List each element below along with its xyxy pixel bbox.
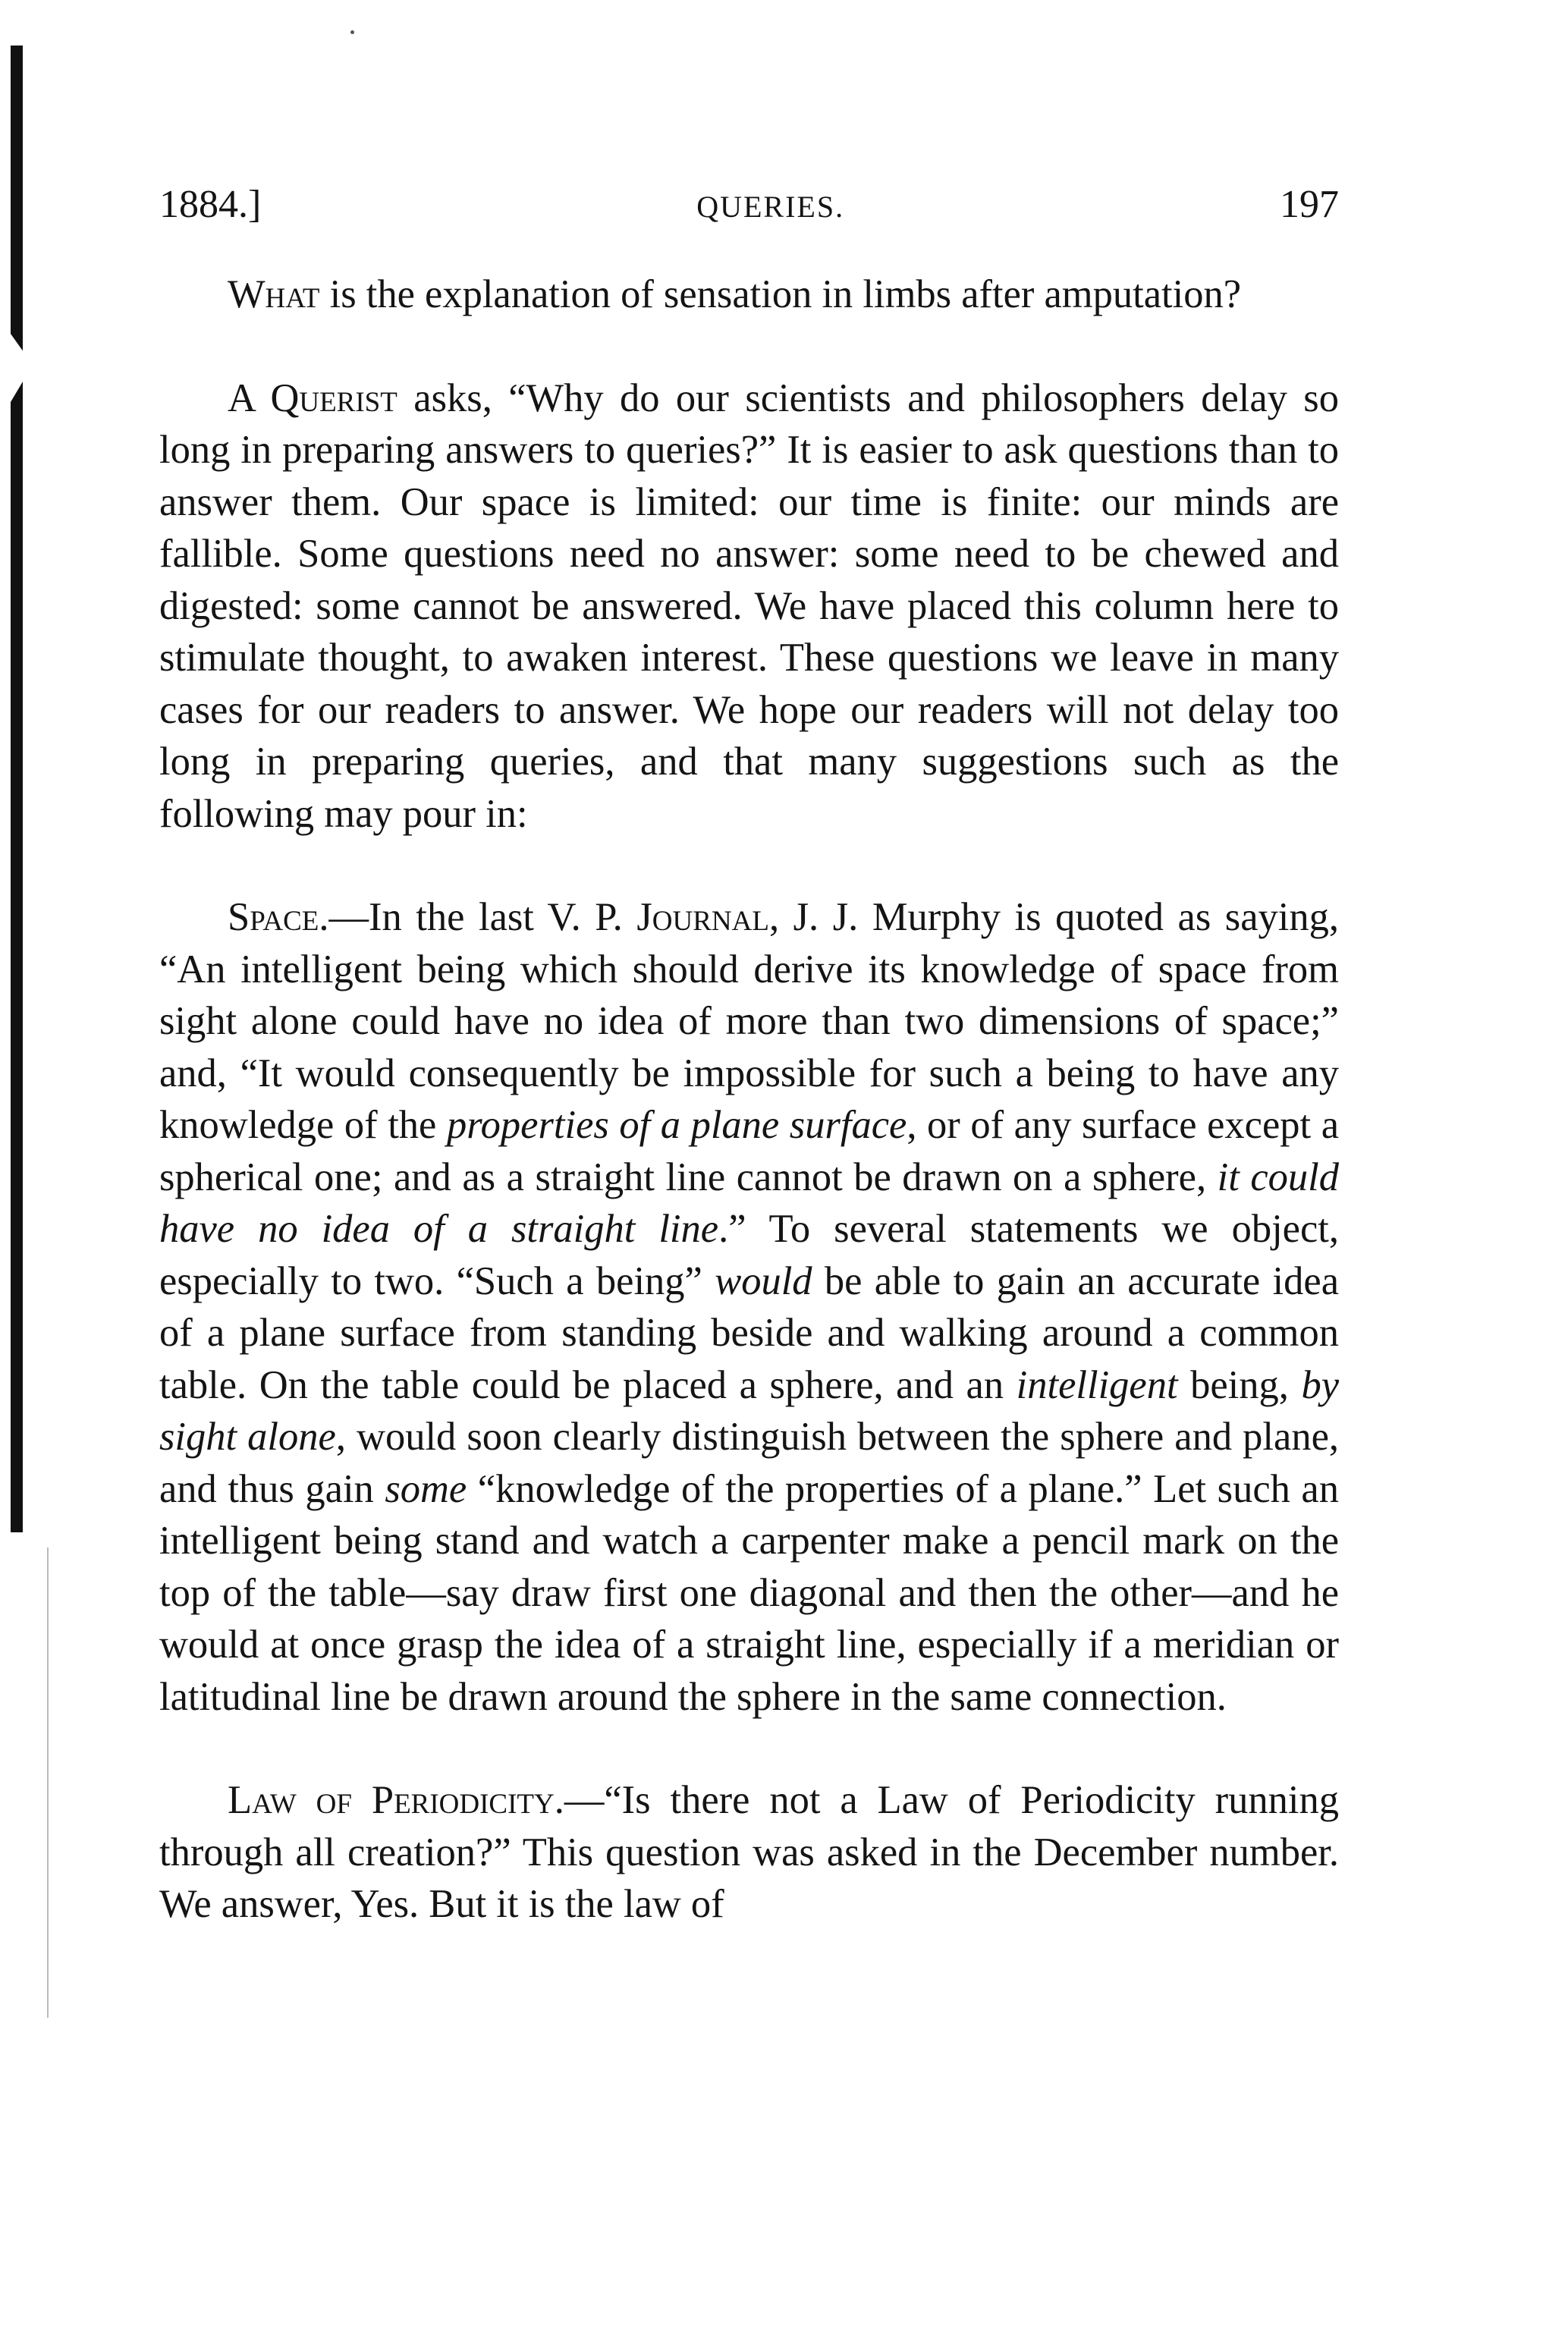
paragraph-text: , or of any surface except a spherical one; and as a straight line cannot be drawn on a sphere, bbox=[159, 1103, 1339, 1199]
running-header bbox=[159, 182, 1339, 234]
paragraph-text: .” To several statements we object, especially to two. “Such a being” bbox=[159, 1207, 1339, 1303]
lead-word: Querist bbox=[270, 375, 397, 420]
scan-speck bbox=[350, 30, 354, 34]
paragraph-text: , would soon clearly distinguish between the sphere and plane, and thus gain bbox=[159, 1415, 1339, 1511]
scan-margin-line bbox=[47, 1547, 49, 2018]
italic-phrase: it could have no idea of a straight line bbox=[159, 1155, 1339, 1251]
italic-phrase: some bbox=[385, 1466, 467, 1511]
italic-phrase: would bbox=[715, 1258, 812, 1303]
section-heading: Space bbox=[228, 895, 319, 939]
paragraph-amputation bbox=[159, 269, 1339, 321]
header-section-title: QUERIES. bbox=[696, 190, 845, 224]
paragraph-text: asks, “Why do our scientists and philosophers delay so long in preparing answers to queries?” It is easier to ask questions than to answer them. Our space is limited: our time is finite: our minds are fallible. Some questions need no answer: some need to be chewed and digested: some cannot be answered. We have placed this column here to stimulate thought, to awaken interest. These questions we leave in many cases for our readers to answer. We hope our readers will not delay too long in preparing queries, and that many suggestions such as the following may pour in: bbox=[159, 375, 1339, 836]
paragraph-text: “knowledge of the properties of a plane.” Let such an intelligent being stand and watch a carpenter make a pencil mark on the top of the table—say draw first one diagonal and then the other—and he would at once grasp the idea of a straight line, especially if a meridian or latitudinal line be drawn around the sphere in the same connection. bbox=[159, 1466, 1339, 1719]
paragraph-text: , J. J. Murphy is quoted as saying, “An intelligent being which should derive its knowledge of space from sight alone could have no idea of more than two dimensions of space;” and, “It would consequently be impossible for such a being to have any knowledge of the bbox=[159, 895, 1340, 1147]
paragraph-text: be able to gain an accurate idea of a plane surface from standing beside and walking around a common table. On the table could be placed a sphere, and an bbox=[159, 1258, 1339, 1407]
lead-word: What bbox=[228, 272, 320, 316]
paragraph-periodicity bbox=[159, 1774, 1339, 1931]
header-year: 1884.] bbox=[159, 183, 262, 226]
page-number: 197 bbox=[1280, 183, 1339, 226]
paragraph-text: is the explanation of sensation in limbs after amputation? bbox=[319, 272, 1241, 316]
italic-phrase: by sight alone bbox=[159, 1362, 1340, 1459]
paragraph-querist bbox=[159, 372, 1339, 841]
journal-name: Journal bbox=[636, 895, 769, 939]
paragraph-text: .—“Is there not a Law of Periodicity running through all creation?” This question was asked in the December number. We answer, Yes. But it is the law of bbox=[159, 1778, 1339, 1926]
paragraph-text: .—In the last V. P. bbox=[319, 895, 637, 939]
page bbox=[159, 182, 1339, 1931]
scan-binding-edge bbox=[11, 46, 23, 1532]
section-heading: Law of Periodicity bbox=[228, 1778, 555, 1822]
paragraph-text: being, bbox=[1177, 1362, 1302, 1407]
italic-phrase: intelligent bbox=[1016, 1362, 1178, 1407]
paragraph-space bbox=[159, 891, 1339, 1723]
italic-phrase: properties of a plane surface bbox=[446, 1103, 907, 1147]
paragraph-text: A bbox=[228, 375, 271, 420]
